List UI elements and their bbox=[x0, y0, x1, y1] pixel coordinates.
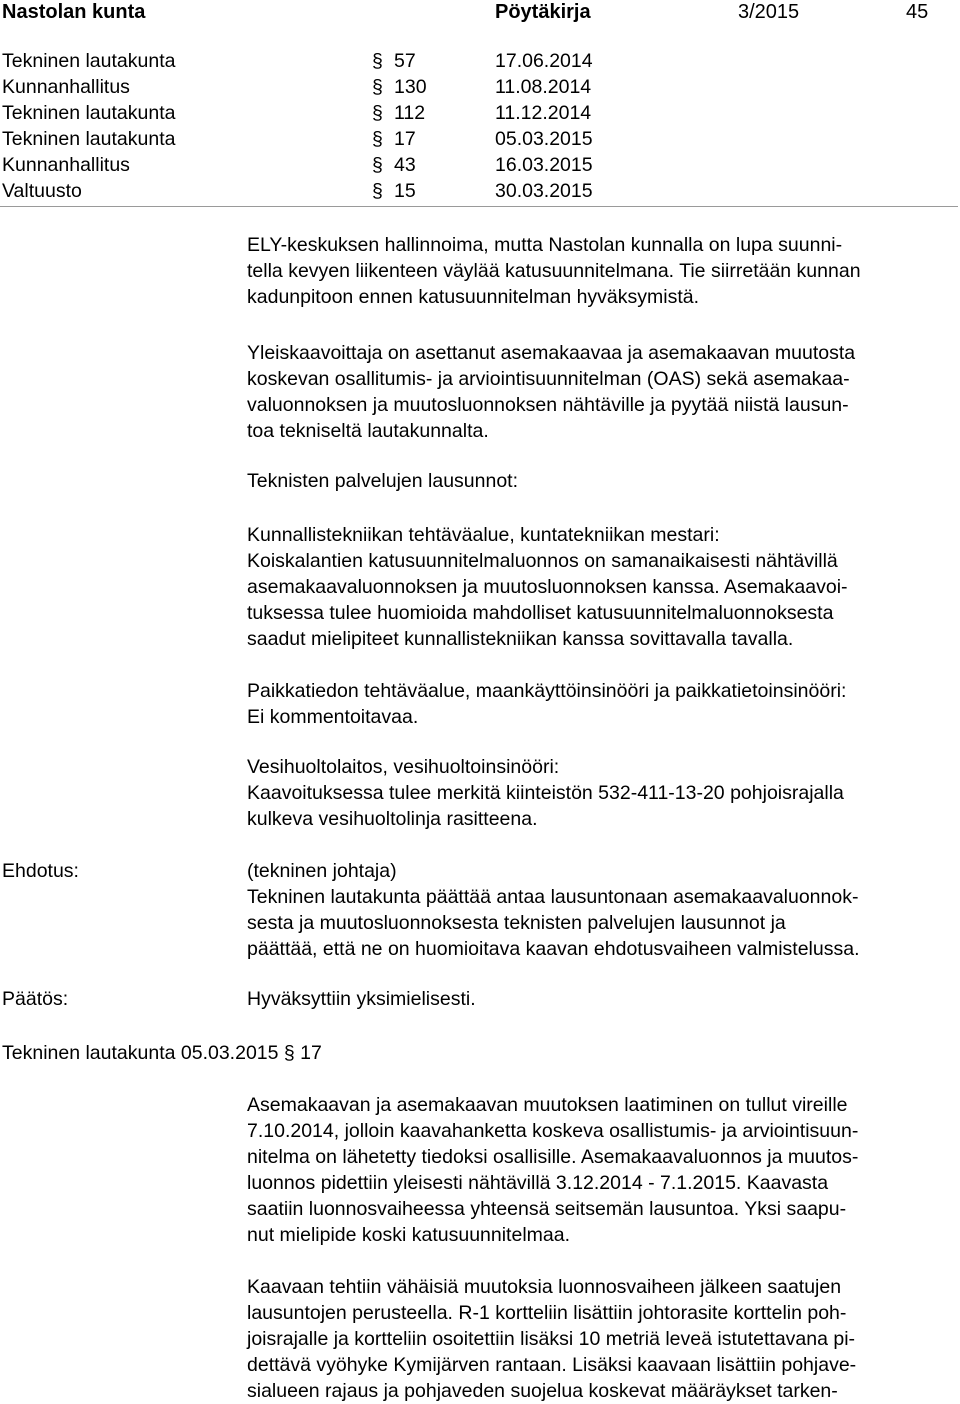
document-type: Pöytäkirja bbox=[495, 1, 591, 23]
paragraph-changes: Kaavaan tehtiin vähäisiä muutoksia luonnosvaiheen jälkeen saatujen lausuntojen perusteella. R-1 kortteliin lisättiin johtorasite korttelin poh- joisrajalle ja kortteliin osoitettiin lisäksi 10 metriä leveä istutettavana pi- dettävä vyöhyke Kymijärven rantaan. Lisäksi kaavaan lisättiin pohjave- sialueen rajaus ja pohjaveden suojelua koskevat määräykset tarken- bbox=[247, 1276, 857, 1402]
history-date: 16.03.2015 bbox=[495, 154, 593, 176]
history-number: 130 bbox=[394, 76, 427, 98]
meeting-reference: Tekninen lautakunta 05.03.2015 § 17 bbox=[2, 1042, 322, 1064]
paragraph-water-supply: Vesihuoltolaitos, vesihuoltoinsinööri: Kaavoituksessa tulee merkitä kiinteistön 532-411-13-20 pohjoisrajalla kulkeva vesihuoltolinja rasitteena. bbox=[247, 756, 844, 830]
history-row bbox=[0, 152, 958, 178]
history-number: 17 bbox=[394, 128, 416, 150]
history-body: Tekninen lautakunta bbox=[2, 128, 176, 150]
history-date: 11.08.2014 bbox=[495, 76, 592, 98]
issue-number: 3/2015 bbox=[738, 1, 800, 23]
history-row bbox=[0, 100, 958, 126]
history-body: Tekninen lautakunta bbox=[2, 50, 176, 72]
decision-label: Päätös: bbox=[2, 988, 69, 1010]
decision-text: Hyväksyttiin yksimielisesti. bbox=[247, 988, 476, 1010]
paragraph-spatial-data: Paikkatiedon tehtäväalue, maankäyttöinsinööri ja paikkatietoinsinööri: Ei kommentoitavaa. bbox=[247, 680, 847, 728]
history-body: Valtuusto bbox=[2, 180, 82, 202]
history-number: 57 bbox=[394, 50, 416, 72]
page-header bbox=[0, 0, 960, 26]
history-row bbox=[0, 74, 958, 100]
paragraph-oas: Yleiskaavoittaja on asettanut asemakaavaa ja asemakaavan muutosta koskevan osallitumis- ja arviointisuunnitelman (OAS) sekä asemakaa- valuonnoksen ja muutosluonnoksen nähtäville ja pyytää niistä lausun- toa tekniseltä lautakunnalta. bbox=[247, 342, 856, 442]
history-row bbox=[0, 126, 958, 152]
organization-name: Nastolan kunta bbox=[2, 1, 146, 23]
paragraph-municipal-engineering: Kunnallistekniikan tehtäväalue, kuntatekniikan mestari: Koiskalantien katusuunnitelmaluonnos on samanaikaisesti nähtävillä asemakaavaluonnoksen ja muutosluonnoksen kanssa. Asemakaavoi- tuksessa tulee huomioida mahdolliset katusuunnitelmaluonnoksesta saadut mielipiteet kunnallistekniikan kanssa sovittavalla tavalla. bbox=[247, 524, 848, 650]
paragraph-ely: ELY-keskuksen hallinnoima, mutta Nastolan kunnalla on lupa suunni- tella kevyen liikenteen väylää katusuunnitelmana. Tie siirretään kunnan kadunpitoon ennen katusuunnitelman hyväksymistä. bbox=[247, 234, 861, 308]
section-sign: § bbox=[372, 154, 383, 176]
history-date: 17.06.2014 bbox=[495, 50, 593, 72]
history-date: 11.12.2014 bbox=[495, 102, 592, 124]
section-sign: § bbox=[372, 76, 383, 98]
history-body: Tekninen lautakunta bbox=[2, 102, 176, 124]
history-row bbox=[0, 48, 958, 74]
history-number: 43 bbox=[394, 154, 416, 176]
history-date: 05.03.2015 bbox=[495, 128, 593, 150]
history-number: 112 bbox=[394, 102, 426, 124]
history-body: Kunnanhallitus bbox=[2, 76, 130, 98]
section-sign: § bbox=[372, 128, 383, 150]
history-body: Kunnanhallitus bbox=[2, 154, 130, 176]
section-sign: § bbox=[372, 180, 383, 202]
paragraph-initiation: Asemakaavan ja asemakaavan muutoksen laatiminen on tullut vireille 7.10.2014, jolloin kaavahanketta koskeva osallistumis- ja arviointisuun- nitelma on lähetetty tiedoksi osallisille. Asemakaavaluonnos ja muutos- luonnos pidettiin yleisesti nähtävillä 3.12.2014 - 7.1.2015. Kaavasta saatiin luonnosvaiheessa yhteensä seitsemän lausuntoa. Yksi saapu- nut mielipide koski katusuunnitelmaa. bbox=[247, 1094, 859, 1246]
section-sign: § bbox=[372, 102, 383, 124]
page-number: 45 bbox=[906, 1, 929, 23]
history-number: 15 bbox=[394, 180, 416, 202]
history-row bbox=[0, 178, 958, 204]
proposal-text: (tekninen johtaja) Tekninen lautakunta päättää antaa lausuntonaan asemakaavaluonnok- sesta ja muutosluonnoksesta teknisten palvelujen lausunnot ja päättää, että ne on huomioitava kaavan ehdotusvaiheen valmistelussa. bbox=[247, 860, 860, 960]
history-date: 30.03.2015 bbox=[495, 180, 593, 202]
proposal-label: Ehdotus: bbox=[2, 860, 79, 882]
statements-heading: Teknisten palvelujen lausunnot: bbox=[247, 470, 519, 492]
processing-history bbox=[0, 48, 958, 207]
section-sign: § bbox=[372, 50, 383, 72]
